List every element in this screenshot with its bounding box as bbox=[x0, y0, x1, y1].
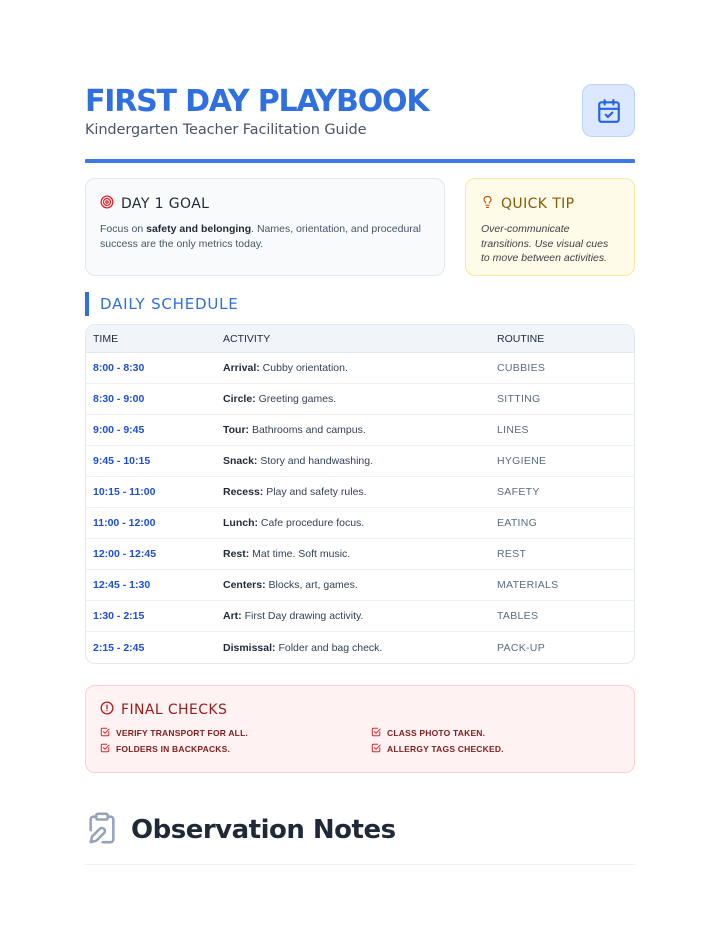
table-row bbox=[86, 415, 634, 446]
checkbox-checked-icon bbox=[100, 727, 110, 739]
check-item bbox=[100, 743, 371, 755]
goal-heading: DAY 1 GOAL bbox=[121, 196, 210, 212]
page-subtitle: Kindergarten Teacher Facilitation Guide bbox=[85, 122, 367, 138]
activity-label: Centers: bbox=[223, 579, 266, 591]
row-routine: REST bbox=[497, 548, 527, 560]
check-item-label: ALLERGY TAGS CHECKED. bbox=[387, 744, 504, 754]
activity-detail: Bathrooms and campus. bbox=[249, 424, 366, 436]
activity-label: Dismissal: bbox=[223, 641, 276, 654]
observation-title: Observation Notes bbox=[131, 815, 396, 845]
activity-label: Recess: bbox=[223, 486, 264, 498]
target-icon bbox=[100, 195, 114, 213]
goal-text: Focus on safety and belonging. Names, orientation, and procedural success are the only metrics today. bbox=[100, 223, 421, 250]
row-routine: TABLES bbox=[497, 610, 539, 622]
activity-detail: Cubby orientation. bbox=[259, 362, 348, 374]
row-activity bbox=[223, 455, 497, 467]
table-row bbox=[86, 384, 634, 415]
row-activity bbox=[223, 579, 497, 591]
checkbox-checked-icon bbox=[100, 743, 110, 755]
row-time: 11:00 - 12:00 bbox=[93, 517, 156, 529]
row-activity bbox=[223, 548, 497, 560]
observation-divider bbox=[85, 864, 635, 865]
row-routine: HYGIENE bbox=[497, 455, 547, 467]
row-routine: MATERIALS bbox=[497, 579, 559, 591]
schedule-table bbox=[85, 324, 635, 664]
check-item-label: CLASS PHOTO TAKEN. bbox=[387, 728, 486, 738]
row-activity bbox=[223, 393, 497, 405]
table-row bbox=[86, 508, 634, 539]
row-time: 1:30 - 2:15 bbox=[93, 610, 145, 622]
row-time: 12:00 - 12:45 bbox=[93, 548, 157, 560]
row-routine: PACK-UP bbox=[497, 641, 545, 654]
activity-detail: Greeting games. bbox=[255, 393, 337, 405]
final-checks-list bbox=[100, 727, 620, 755]
checkbox-checked-icon bbox=[371, 727, 381, 739]
table-header bbox=[86, 325, 634, 353]
table-row bbox=[86, 570, 634, 601]
activity-detail: Story and handwashing. bbox=[257, 455, 374, 467]
schedule-heading: DAILY SCHEDULE bbox=[85, 292, 635, 316]
final-checks-heading-row bbox=[100, 701, 620, 719]
activity-label: Rest: bbox=[223, 548, 250, 560]
table-row bbox=[86, 539, 634, 570]
row-time: 8:30 - 9:00 bbox=[93, 393, 145, 405]
row-activity bbox=[223, 642, 497, 654]
clipboard-pen-icon bbox=[85, 811, 119, 850]
header bbox=[85, 84, 635, 164]
activity-detail: First Day drawing activity. bbox=[241, 610, 364, 622]
row-activity bbox=[223, 424, 497, 436]
calendar-check-icon bbox=[582, 84, 635, 137]
info-cards bbox=[85, 178, 635, 276]
activity-label: Lunch: bbox=[223, 517, 258, 529]
row-time: 8:00 - 8:30 bbox=[93, 362, 145, 374]
tip-card bbox=[465, 178, 635, 276]
row-time: 2:15 - 2:45 bbox=[93, 641, 145, 654]
row-routine: LINES bbox=[497, 424, 529, 436]
activity-detail: Mat time. Soft music. bbox=[249, 548, 351, 560]
check-item bbox=[371, 727, 620, 739]
table-row bbox=[86, 477, 634, 508]
final-checks-card bbox=[85, 685, 635, 773]
activity-detail: Play and safety rules. bbox=[263, 486, 367, 498]
row-routine: CUBBIES bbox=[497, 362, 546, 374]
table-row bbox=[86, 601, 634, 632]
table-row bbox=[86, 446, 634, 477]
row-time: 9:00 - 9:45 bbox=[93, 424, 145, 436]
row-activity bbox=[223, 610, 497, 622]
row-routine: EATING bbox=[497, 517, 538, 529]
table-body bbox=[86, 353, 634, 663]
row-time: 10:15 - 11:00 bbox=[93, 486, 156, 498]
row-time: 12:45 - 1:30 bbox=[93, 579, 151, 591]
activity-label: Snack: bbox=[223, 455, 258, 467]
column-header-activity: ACTIVITY bbox=[223, 332, 271, 345]
activity-label: Arrival: bbox=[223, 362, 260, 374]
activity-label: Circle: bbox=[223, 393, 256, 405]
alert-circle-icon bbox=[100, 701, 114, 719]
goal-card bbox=[85, 178, 445, 276]
checkbox-checked-icon bbox=[371, 743, 381, 755]
activity-label: Art: bbox=[223, 610, 242, 622]
activity-label: Tour: bbox=[223, 424, 250, 436]
row-activity bbox=[223, 362, 497, 374]
tip-heading-row bbox=[481, 195, 619, 213]
column-header-routine: ROUTINE bbox=[497, 332, 545, 345]
activity-detail: Blocks, art, games. bbox=[265, 579, 358, 591]
table-row bbox=[86, 632, 634, 663]
activity-detail: Folder and bag check. bbox=[275, 641, 383, 654]
check-item bbox=[100, 727, 371, 739]
table-row bbox=[86, 353, 634, 384]
check-item-label: FOLDERS IN BACKPACKS. bbox=[116, 744, 231, 754]
row-activity bbox=[223, 486, 497, 498]
observation-header bbox=[85, 807, 635, 853]
check-item-label: VERIFY TRANSPORT FOR ALL. bbox=[116, 728, 249, 738]
page-title: FIRST DAY PLAYBOOK bbox=[85, 84, 429, 119]
playbook-page bbox=[85, 84, 635, 865]
check-item bbox=[371, 743, 620, 755]
row-activity bbox=[223, 517, 497, 529]
row-time: 9:45 - 10:15 bbox=[93, 455, 151, 467]
goal-heading-row bbox=[100, 195, 430, 213]
tip-heading: QUICK TIP bbox=[501, 196, 575, 212]
activity-detail: Cafe procedure focus. bbox=[258, 517, 365, 529]
row-routine: SAFETY bbox=[497, 486, 540, 498]
final-checks-heading: FINAL CHECKS bbox=[121, 702, 228, 718]
tip-text: Over-communicate transitions. Use visual cues to move between activities. bbox=[481, 223, 609, 264]
row-routine: SITTING bbox=[497, 393, 541, 405]
column-header-time: TIME bbox=[93, 332, 119, 345]
lightbulb-icon bbox=[481, 195, 494, 213]
